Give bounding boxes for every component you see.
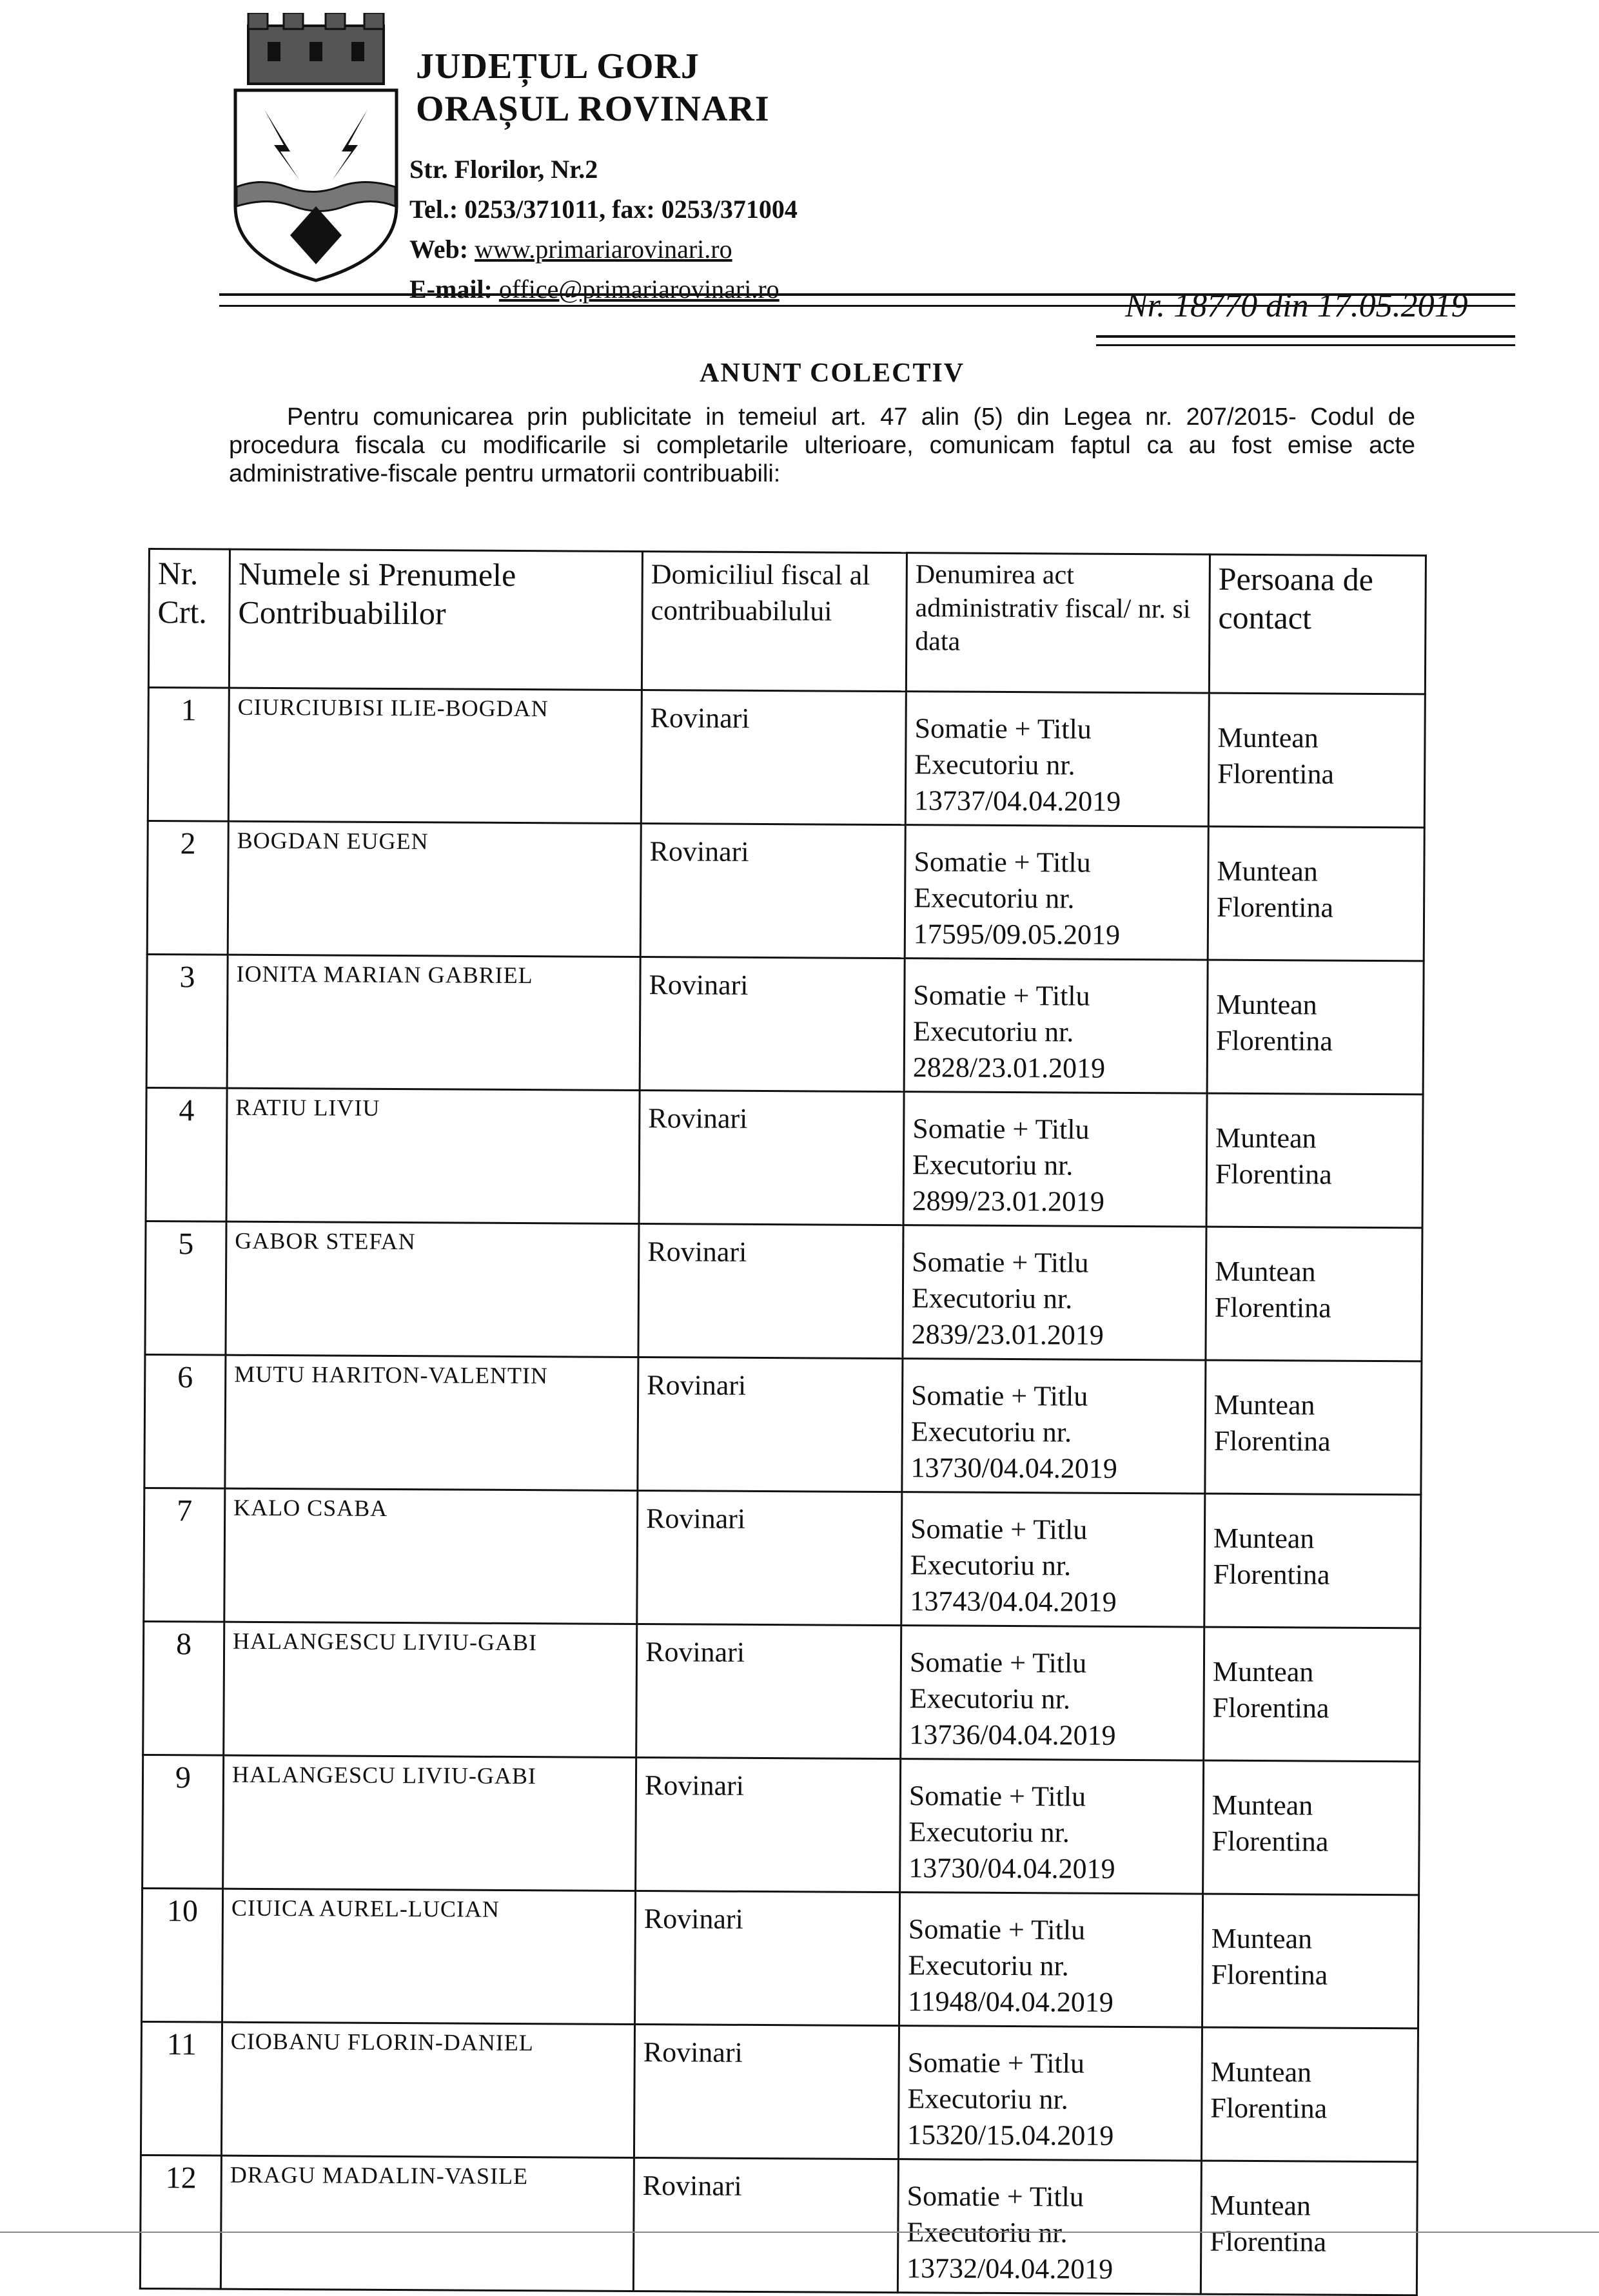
row-act [899, 1892, 1203, 2027]
row-act [901, 1626, 1204, 1760]
act-number: 13730/04.04.2019 [910, 1452, 1117, 1484]
table-row [148, 688, 1425, 828]
act-type: Somatie + Titlu Executoriu nr. [912, 979, 1090, 1048]
row-contact: Muntean Florentina [1206, 1227, 1422, 1361]
row-contact: Muntean Florentina [1205, 1360, 1422, 1495]
row-act [898, 2026, 1202, 2161]
row-act [900, 1759, 1204, 1894]
row-domicile: Rovinari [640, 824, 905, 958]
act-number: 2899/23.01.2019 [912, 1185, 1105, 1218]
row-nr: 9 [142, 1755, 224, 1889]
row-name: CIURCIUBISI ILIE-BOGDAN [228, 688, 642, 823]
intro-paragraph: Pentru comunicarea prin publicitate in temeiul art. 47 alin (5) din Legea nr. 207/2015- Codul de procedura fiscala cu modificarile si completarile ulterioare, comunicam faptul ca au fost emise acte administrative-fiscale pentru urmatorii contribuabili: [229, 404, 1415, 487]
act-number: 13743/04.04.2019 [910, 1585, 1117, 1618]
header-name: Numele si Prenumele Contribuabililor [229, 549, 642, 690]
row-domicile: Rovinari [638, 1223, 903, 1358]
row-act [903, 1225, 1206, 1360]
row-domicile: Rovinari [634, 2024, 899, 2159]
table-row [144, 1488, 1421, 1628]
table-row [143, 1621, 1420, 1761]
row-contact: Muntean Florentina [1202, 1894, 1419, 2028]
taxpayers-table [139, 548, 1427, 2296]
row-contact: Muntean Florentina [1204, 1493, 1421, 1628]
header-act: Denumirea act administrativ fiscal/ nr. si data [906, 553, 1210, 693]
phone-label: Tel.: [409, 195, 465, 224]
document-title: ANUNT COLECTIV [700, 358, 965, 388]
row-name: CIUICA AUREL-LUCIAN [222, 1889, 636, 2024]
county-name: JUDEȚUL GORJ [416, 46, 700, 86]
web-label: Web: [409, 235, 475, 264]
act-type: Somatie + Titlu Executoriu nr. [907, 2180, 1084, 2249]
phone-row [409, 190, 798, 229]
row-domicile: Rovinari [640, 957, 905, 1092]
town-name: ORAȘUL ROVINARI [416, 89, 770, 129]
email-link[interactable]: office@primariarovinari.ro [498, 275, 780, 304]
row-contact: Muntean Florentina [1208, 693, 1425, 828]
row-contact: Muntean Florentina [1206, 1093, 1423, 1228]
row-nr: 7 [144, 1488, 225, 1622]
act-type: Somatie + Titlu Executoriu nr. [907, 2047, 1085, 2116]
coat-of-arms-icon [229, 13, 403, 284]
email-label: E-mail: [409, 275, 499, 304]
row-nr: 2 [147, 821, 228, 955]
row-domicile: Rovinari [641, 690, 906, 825]
row-domicile: Rovinari [639, 1091, 904, 1225]
row-domicile: Rovinari [635, 1891, 900, 2025]
act-number: 11948/04.04.2019 [908, 1985, 1113, 2018]
act-number: 13732/04.04.2019 [906, 2252, 1113, 2285]
table-row [142, 1888, 1419, 2028]
row-name: BOGDAN EUGEN [228, 821, 641, 957]
header-divider-right [1096, 335, 1515, 346]
row-name: GABOR STEFAN [226, 1221, 639, 1357]
row-contact: Muntean Florentina [1201, 2027, 1418, 2162]
act-type: Somatie + Titlu Executoriu nr. [910, 1379, 1088, 1448]
act-type: Somatie + Titlu Executoriu nr. [908, 1913, 1086, 1982]
table-row [144, 1354, 1422, 1494]
act-type: Somatie + Titlu Executoriu nr. [914, 846, 1091, 915]
act-type: Somatie + Titlu Executoriu nr. [910, 1513, 1088, 1582]
row-contact: Muntean Florentina [1201, 2161, 1417, 2295]
row-domicile: Rovinari [633, 2157, 898, 2292]
row-domicile: Rovinari [636, 1757, 901, 1892]
footer-divider [0, 2232, 1599, 2233]
row-domicile: Rovinari [637, 1490, 902, 1625]
table-row [142, 1755, 1420, 1894]
row-nr: 11 [141, 2021, 222, 2155]
act-type: Somatie + Titlu Executoriu nr. [908, 1780, 1086, 1849]
row-nr: 5 [145, 1221, 226, 1355]
row-nr: 10 [142, 1888, 223, 2022]
act-type: Somatie + Titlu Executoriu nr. [911, 1246, 1089, 1315]
act-number: 2839/23.01.2019 [911, 1318, 1104, 1351]
institution-name [416, 45, 770, 130]
row-name: KALO CSABA [224, 1488, 638, 1624]
address: Str. Florilor, Nr.2 [409, 155, 598, 184]
row-nr: 4 [146, 1087, 227, 1221]
row-name: DRAGU MADALIN-VASILE [221, 2155, 634, 2291]
act-number: 13730/04.04.2019 [908, 1852, 1115, 1885]
row-domicile: Rovinari [636, 1624, 901, 1758]
row-act [904, 958, 1208, 1093]
table-row [140, 2155, 1417, 2295]
header-contact: Persoana de contact [1209, 554, 1426, 694]
row-nr: 6 [144, 1354, 226, 1488]
row-nr: 12 [140, 2155, 221, 2289]
act-number: 13736/04.04.2019 [909, 1718, 1116, 1751]
row-contact: Muntean Florentina [1208, 826, 1424, 961]
header-nr: Nr. Crt. [148, 549, 230, 688]
act-type: Somatie + Titlu Executoriu nr. [912, 1113, 1090, 1182]
row-act [901, 1492, 1205, 1627]
act-type: Somatie + Titlu Executoriu nr. [909, 1646, 1087, 1715]
web-link[interactable]: www.primariarovinari.ro [475, 235, 732, 264]
table-row [145, 1221, 1422, 1361]
row-name: CIOBANU FLORIN-DANIEL [221, 2022, 634, 2157]
table-row [147, 821, 1424, 961]
row-name: HALANGESCU LIVIU-GABI [224, 1622, 637, 1757]
row-act [905, 692, 1209, 826]
table-row [141, 2021, 1418, 2161]
act-number: 15320/15.04.2019 [907, 2119, 1114, 2152]
row-name: HALANGESCU LIVIU-GABI [223, 1755, 636, 1891]
row-contact: Muntean Florentina [1204, 1627, 1420, 1762]
web-row [409, 229, 798, 269]
row-domicile: Rovinari [638, 1357, 903, 1492]
act-number: 2828/23.01.2019 [912, 1051, 1106, 1084]
registration-number: Nr. 18770 din 17.05.2019 [1125, 287, 1468, 324]
row-act [905, 825, 1208, 960]
table-body [140, 688, 1425, 2295]
row-nr: 3 [146, 954, 228, 1088]
row-nr: 8 [143, 1621, 224, 1755]
row-name: IONITA MARIAN GABRIEL [227, 955, 640, 1090]
act-type: Somatie + Titlu Executoriu nr. [914, 712, 1092, 781]
row-contact: Muntean Florentina [1207, 960, 1424, 1094]
row-name: MUTU HARITON-VALENTIN [225, 1355, 638, 1490]
row-act [902, 1359, 1206, 1493]
row-act [903, 1092, 1207, 1227]
table-header-row [148, 549, 1426, 694]
act-number: 13737/04.04.2019 [914, 784, 1121, 817]
contact-block [409, 150, 798, 309]
row-act [898, 2159, 1201, 2294]
phone-fax: 0253/371011, fax: 0253/371004 [464, 195, 798, 224]
act-number: 17595/09.05.2019 [913, 918, 1121, 951]
row-name: RATIU LIVIU [226, 1088, 640, 1223]
row-nr: 1 [148, 688, 229, 822]
table-row [146, 954, 1424, 1094]
table-row [146, 1087, 1423, 1227]
row-contact: Muntean Florentina [1203, 1760, 1420, 1895]
header-domicile: Domiciliul fiscal al contribuabilului [642, 552, 907, 692]
